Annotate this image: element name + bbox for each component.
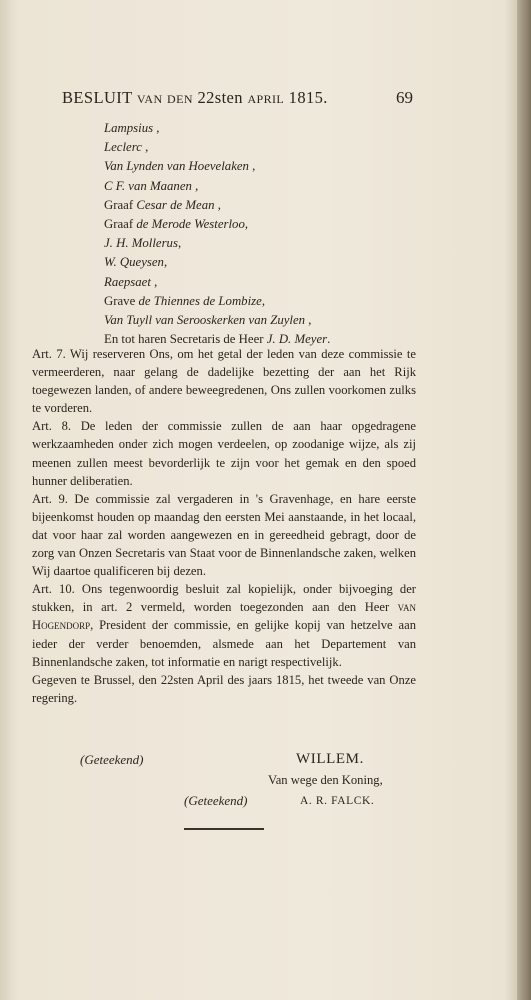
closing-paragraph: Gegeven te Brussel, den 22sten April des jaars 1815, het tweede van Onze regering. [32,672,416,705]
member-name: C F. van Maanen , [104,178,199,193]
running-header [62,88,422,108]
falck-signature: A. R. FALCK. [300,795,375,807]
member-name: Van Tuyll van Serooskerken van Zuylen , [104,313,312,328]
divider-rule [184,828,264,830]
header-month: april [247,88,285,107]
page-edge [517,0,531,1000]
by-order-line: Van wege den Koning, [268,773,383,787]
secretary-line: En tot haren Secretaris de Heer J. D. Meyer. [104,332,331,347]
body-text [32,345,416,707]
member-name: W. Queysen, [104,255,168,270]
member-name: Graaf Cesar de Mean , [104,197,221,212]
article-10: Art. 10. Ons tegenwoordig besluit zal kopielijk, onder bijvoeging der stukken, in art. 2 vermeld, worden toegezonden aan den Heer van Hogendorp, President der commissie, en gelijke kopij van hetzelve aan ieder der verder benoemden, alsmede aan het Departement van Binnenlandsche zaken, tot informatie en narigt respectivelijk. [32,582,416,669]
member-name: Van Lynden van Hoevelaken , [104,159,256,174]
signed-label: (Geteekend) [80,752,144,767]
member-name: Leclerc , [104,140,149,155]
header-year: 1815. [288,88,328,107]
header-date: 22sten [197,88,243,107]
header-van-den: van den [136,88,193,107]
member-name: J. H. Mollerus, [104,236,182,251]
king-signature: WILLEM. [296,751,364,767]
member-name: Grave de Thiennes de Lombize, [104,293,266,308]
article-9: Art. 9. De commissie zal vergaderen in 's Gravenhage, en hare eerste bijeenkomst houden op maandag den eersten Mei aanstaande, in het locaal, dat voor haar zal worden aangewezen en in gereedheid gebragt, door de zorg van Onzen Secretaris van Staat voor de Binnenlandsche zaken, welken Wij daartoe qualificeren bij dezen. [32,491,416,579]
signed-label: (Geteekend) [184,793,248,808]
member-name: Graaf de Merode Westerloo, [104,217,249,232]
member-name: Raepsaet , [104,274,158,289]
article-7: Art. 7. Wij reserveren Ons, om het getal der leden van deze commissie te vermeerderen, naar gelang de dadelijke bezetting der aan het Rijk toegewezen landen, of andere beweegredenen, Ons zullen voorkomen zulks te vorderen. [32,347,416,416]
member-list [104,119,330,349]
header-title: BESLUIT [62,88,133,107]
article-8: Art. 8. De leden der commissie zullen de aan haar opgedragene werkzaamheden onder zich mogen verdeelen, op zoodanige wijze, als zij meenen zullen meest bevorderlijk te zijn voor het gemak en den spoed hunner deliberatien. [32,419,416,488]
member-name: Lampsius , [104,121,160,135]
page-number: 69 [396,88,413,107]
